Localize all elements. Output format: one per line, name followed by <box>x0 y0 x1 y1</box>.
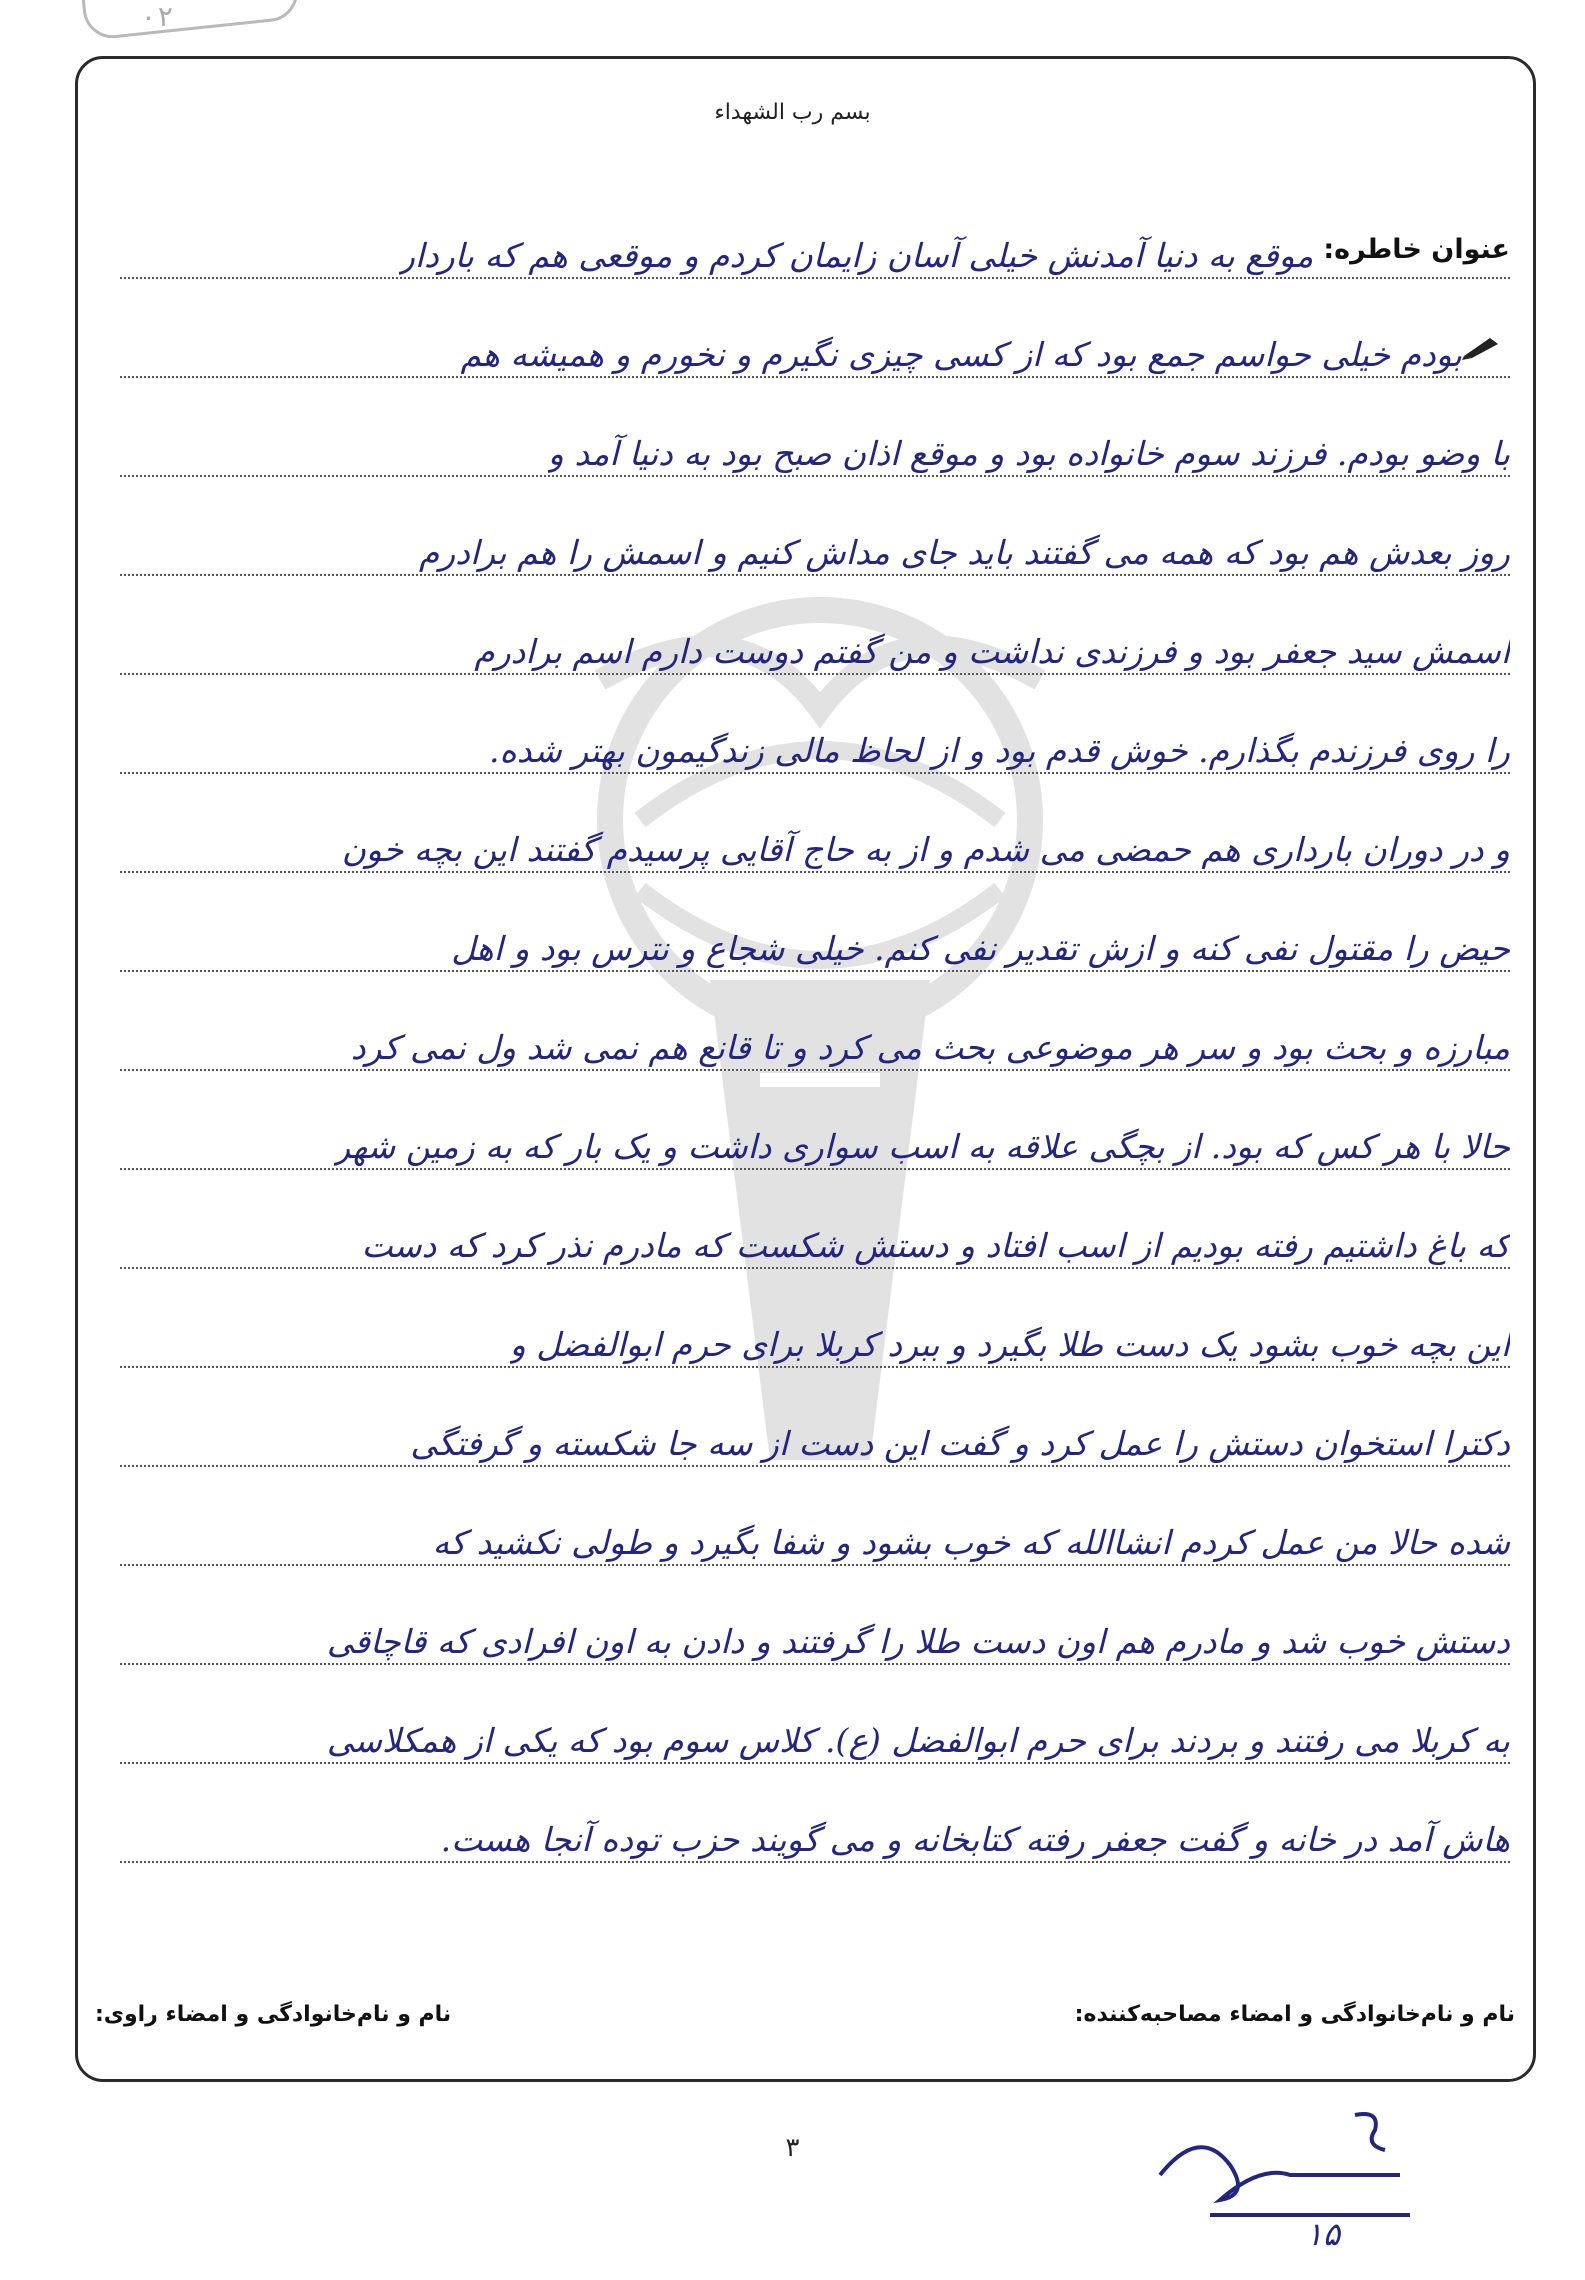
handwritten-text: روز بعدش هم بود که همه می گفتند باید جای مداش کنیم و اسمش را هم برادرم <box>418 533 1510 572</box>
handwritten-text: دکترا استخوان دستش را عمل کرد و گفت این دست از سه جا شکسته و گرفتگی <box>410 1424 1510 1463</box>
memoir-lines <box>120 180 1510 1863</box>
memoir-line <box>120 1269 1510 1368</box>
handwritten-text: را روی فرزندم بگذارم. خوش قدم بود و از لحاظ مالی زندگیمون بهتر شده. <box>488 731 1510 770</box>
memoir-line <box>120 873 1510 972</box>
signature-fields <box>95 2002 1515 2027</box>
handwritten-text: به کربلا می رفتند و بردند برای حرم ابوالفضل (ع). کلاس سوم بود که یکی از همکلاسی <box>326 1721 1510 1760</box>
memoir-line <box>120 1467 1510 1566</box>
header-title: بسم رب الشهداء <box>714 100 871 125</box>
narrator-signature-label: نام و نام‌خانوادگی و امضاء راوی: <box>95 2002 452 2027</box>
memoir-title-label: عنوان خاطره: <box>1323 234 1510 265</box>
handwritten-text: که باغ داشتیم رفته بودیم از اسب افتاد و دستش شکست که مادرم نذر کرد که دست <box>361 1226 1510 1265</box>
signature-date: ۱۵ <box>1305 2215 1340 2253</box>
memoir-line <box>120 1665 1510 1764</box>
memoir-line <box>120 1368 1510 1467</box>
handwritten-text: حیض را مقتول نفی کنه و ازش تقدیر نفی کنم. خیلی شجاع و نترس بود و اهل <box>451 929 1510 968</box>
handwritten-text: اسمش سید جعفر بود و فرزندی نداشت و من گفتم دوست دارم اسم برادرم <box>474 632 1510 671</box>
memoir-line <box>120 1566 1510 1665</box>
memoir-line <box>120 180 1510 279</box>
memoir-line <box>120 378 1510 477</box>
memoir-line <box>120 675 1510 774</box>
page-number: ۳ <box>785 2133 800 2163</box>
memoir-line <box>120 972 1510 1071</box>
handwritten-text: دستش خوب شد و مادرم هم اون دست طلا را گرفتند و دادن به اون افرادی که قاچاقی <box>326 1622 1510 1661</box>
handwritten-text: مبارزه و بحث بود و سر هر موضوعی بحث می کرد و تا قانع هم نمی شد ول نمی کرد <box>350 1028 1510 1067</box>
memoir-line <box>120 477 1510 576</box>
pen-icon <box>1462 334 1502 360</box>
handwritten-text: با وضو بودم. فرزند سوم خانواده بود و موقع اذان صبح بود به دنیا آمد و <box>547 434 1510 473</box>
handwritten-text: موقع به دنیا آمدنش خیلی آسان زایمان کردم و موقعی هم که باردار <box>399 236 1314 275</box>
interviewer-signature-label: نام و نام‌خانوادگی و امضاء مصاحبه‌کننده: <box>1074 2002 1515 2027</box>
archive-stamp-number: ۰۲ <box>140 0 174 33</box>
memoir-line <box>120 576 1510 675</box>
memoir-line <box>120 1170 1510 1269</box>
handwritten-text: بودم خیلی حواسم جمع بود که از کسی چیزی نگیرم و نخورم و همیشه هم <box>460 335 1462 374</box>
handwritten-text: و در دوران بارداری هم حمضی می شدم و از به حاج آقایی پرسیدم گفتند این بچه خون <box>341 830 1510 869</box>
handwritten-text: هاش آمد در خانه و گفت جعفر رفته کتابخانه و می گویند حزب توده آنجا هست. <box>440 1820 1510 1859</box>
handwritten-text: این بچه خوب بشود یک دست طلا بگیرد و ببرد کربلا برای حرم ابوالفضل و <box>509 1325 1510 1364</box>
handwritten-text: شده حالا من عمل کردم انشاالله که خوب بشود و شفا بگیرد و طولی نکشید که <box>432 1523 1510 1562</box>
handwritten-text: حالا با هر کس که بود. از بچگی علاقه به اسب سواری داشت و یک بار که به زمین شهر <box>334 1127 1510 1166</box>
memoir-line <box>120 774 1510 873</box>
memoir-line <box>120 279 1510 378</box>
archive-stamp <box>79 0 301 41</box>
memoir-line <box>120 1071 1510 1170</box>
memoir-line <box>120 1764 1510 1863</box>
handwritten-signature <box>1140 2105 1440 2255</box>
